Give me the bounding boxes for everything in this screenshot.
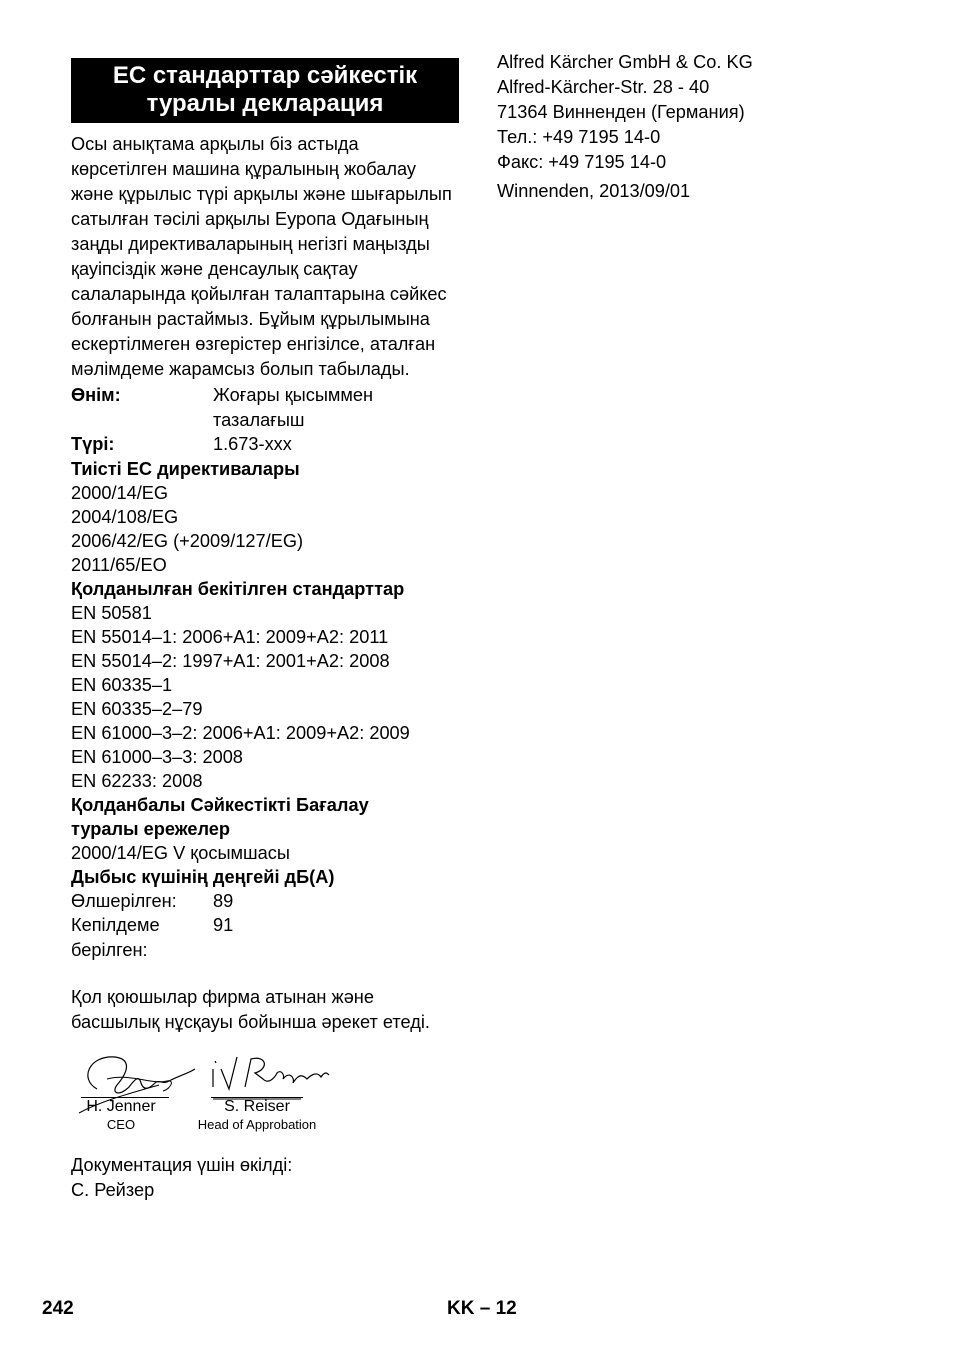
guaranteed-value: 91: [213, 915, 234, 935]
signatures: [71, 1049, 459, 1153]
standard-item: EN 60335–2–79: [71, 698, 203, 719]
signer-name: S. Reiser: [224, 1098, 290, 1115]
type-value: 1.673-xxx: [213, 434, 292, 454]
standards-title: Қолданылған бекітілген стандарттар: [71, 578, 405, 599]
conformity-title: Қолданбалы Сәйкестікті Бағалау туралы ережелер: [71, 794, 369, 839]
page-title: ЕС стандарттар сәйкестік туралы декларация: [71, 58, 459, 123]
directive-item: 2011/65/EO: [71, 554, 167, 575]
address-line: Факс: +49 7195 14-0: [497, 152, 667, 172]
signers-note: Қол қоюшылар фирма атынан және басшылық нұсқауы бойынша әрекет етеді.: [71, 987, 430, 1032]
standard-item: EN 60335–1: [71, 674, 173, 695]
directive-item: 2000/14/EG: [71, 482, 169, 503]
guaranteed-row: [71, 913, 459, 962]
standard-item: EN 50581: [71, 602, 152, 623]
standard-item: EN 55014–2: 1997+A1: 2001+A2: 2008: [71, 650, 390, 671]
intro-paragraph: Осы анықтама арқылы біз астыда көрсетілген машина құралының жобалау және құрылыс түрі арқылы және шығарылып сатылған тәсілі арқылы Еуропа Одағының заңды директиваларының негізгі маңызды қауіпсіздік және денсаулық сақтау салаларында қойылған талаптарына сәйкес болғанын растаймыз. Бұйым құрылымына ескертілмеген өзгерістер енгізілсе, аталған мәлімдеме жарамсыз болып табылады.: [71, 134, 452, 379]
product-row: [71, 383, 459, 432]
signer-name: H. Jenner: [86, 1098, 156, 1115]
sound-title: Дыбыс күшінің деңгейі дБ(А): [71, 866, 335, 887]
type-row: [71, 432, 459, 457]
right-column: [497, 50, 897, 204]
standard-item: EN 61000–3–2: 2006+A1: 2009+A2: 2009: [71, 722, 410, 743]
product-value: Жоғары қысыммен тазалағыш: [213, 385, 374, 430]
address-line: Тел.: +49 7195 14-0: [497, 127, 661, 147]
address-line: 71364 Винненден (Германия): [497, 102, 745, 122]
conformity-value: 2000/14/EG V қосымшасы: [71, 842, 290, 863]
product-label: Өнім:: [71, 385, 121, 405]
standard-item: EN 55014–1: 2006+A1: 2009+A2: 2011: [71, 626, 389, 647]
place-date: Winnenden, 2013/09/01: [497, 181, 691, 201]
address-line: Alfred-Kärcher-Str. 28 - 40: [497, 77, 710, 97]
directives-title: Тиісті ЕС директивалары: [71, 458, 300, 479]
directive-item: 2004/108/EG: [71, 506, 179, 527]
signer-role: CEO: [106, 1117, 136, 1132]
standard-item: EN 62233: 2008: [71, 770, 203, 791]
signer-role: Head of Approbation: [197, 1117, 317, 1132]
documentation-rep-label: Документация үшін өкілді:: [71, 1155, 293, 1175]
page-number: 242: [42, 1298, 74, 1319]
guaranteed-label: Кепілдеме берілген:: [71, 915, 160, 960]
address-line: Alfred Kärcher GmbH & Co. KG: [497, 52, 753, 72]
directive-item: 2006/42/EG (+2009/127/EG): [71, 530, 304, 551]
left-column: [71, 58, 459, 1203]
measured-value: 89: [213, 890, 234, 911]
measured-label: Өлшерілген:: [71, 890, 177, 911]
signature-reiser: [191, 1097, 323, 1134]
documentation-rep-name: С. Рейзер: [71, 1180, 155, 1200]
type-label: Түрі:: [71, 434, 115, 454]
page-label: KK – 12: [447, 1298, 517, 1319]
measured-row: [71, 889, 459, 914]
standard-item: EN 61000–3–3: 2008: [71, 746, 243, 767]
signature-jenner: [71, 1097, 171, 1134]
